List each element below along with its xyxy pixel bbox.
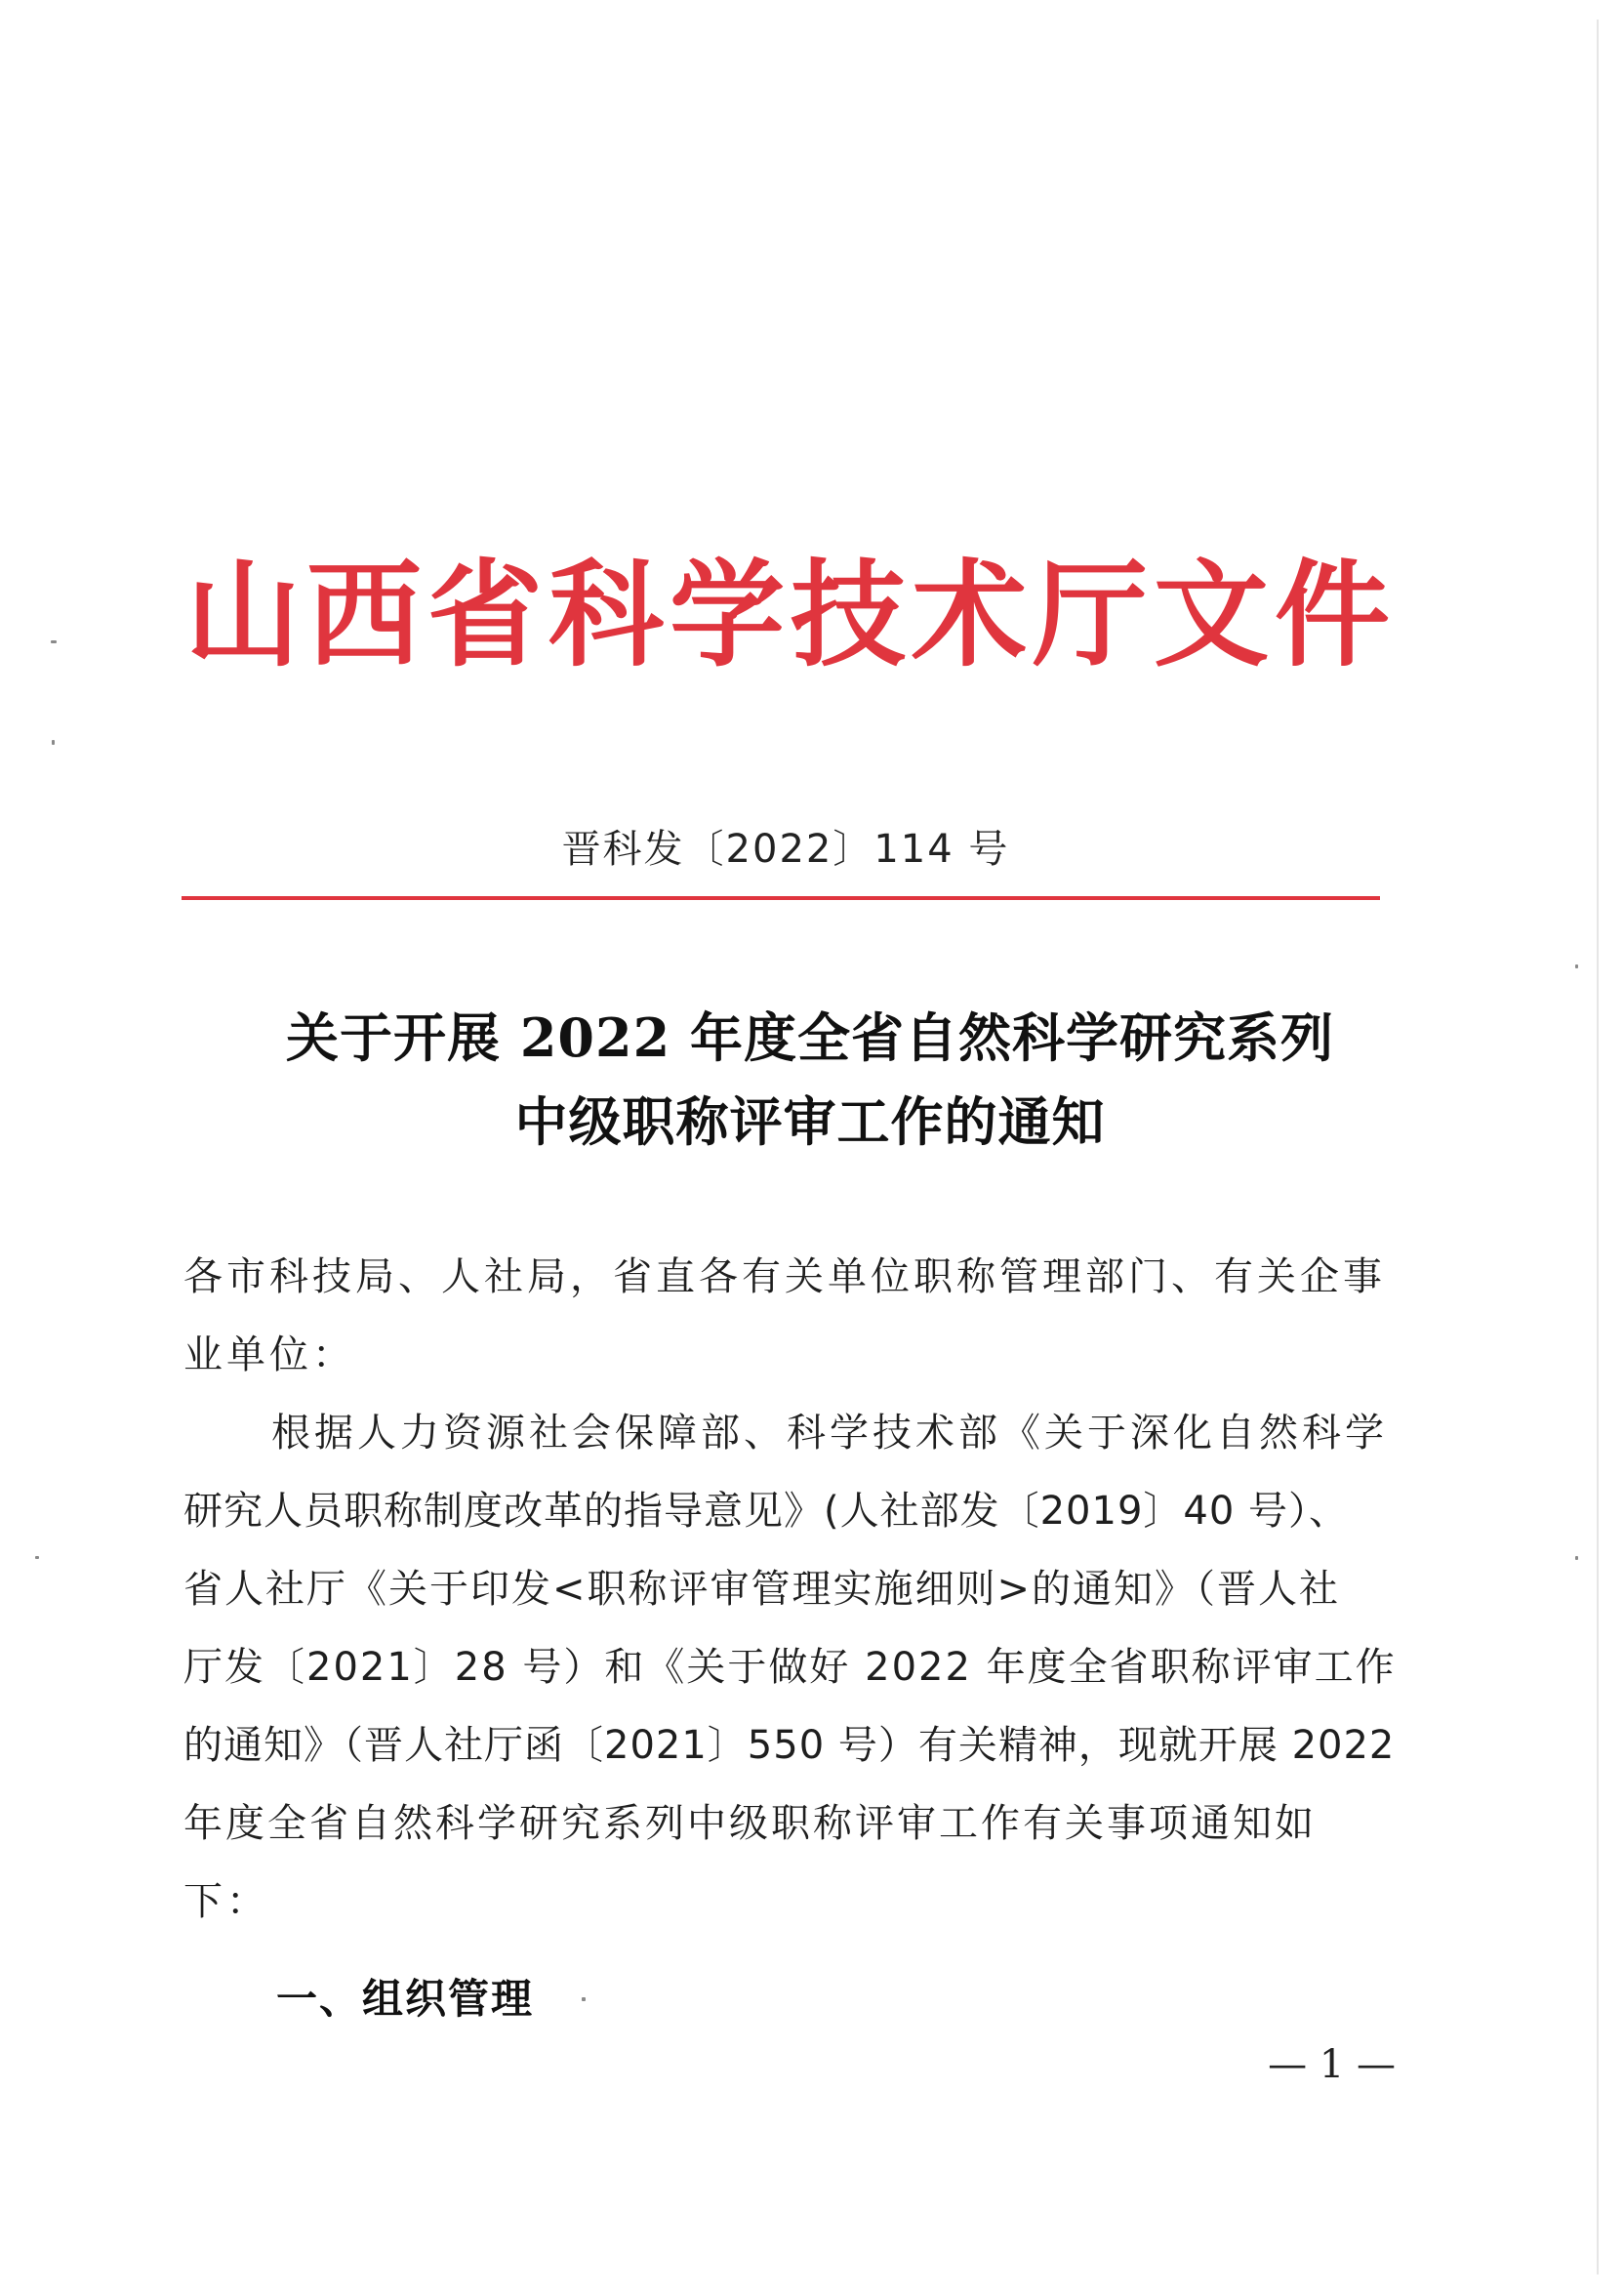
addressee-line-2: 业单位： (183, 1332, 355, 1377)
body-paragraph (183, 1394, 1403, 1941)
notice-title-line-2: 中级职称评审工作的通知 (514, 1090, 1106, 1153)
notice-title-line-1: 关于开展 2022 年度全省自然科学研究系列 (286, 1006, 1334, 1069)
body-text (183, 1238, 1403, 1941)
addressee-paragraph (183, 1238, 1403, 1394)
masthead-title: 山西省科学技术厅文件 (184, 547, 1396, 682)
body-line-5: 的通知》（晋人社厅函〔2021〕550 号）有关精神，现就开展 2022 (183, 1723, 1396, 1768)
notice-title (137, 996, 1483, 1164)
scan-speck (51, 640, 57, 643)
scan-speck (52, 740, 55, 745)
scan-edge-line (1597, 20, 1599, 2275)
scan-speck (582, 1997, 586, 2001)
body-line-3: 省人社厅《关于印发<职称评审管理实施细则>的通知》（晋人社 (183, 1567, 1341, 1612)
body-line-7: 下： (183, 1879, 269, 1924)
body-line-6: 年度全省自然科学研究系列中级职称评审工作有关事项通知如 (183, 1801, 1317, 1846)
scan-speck (1575, 1556, 1578, 1560)
red-divider-rule (182, 896, 1380, 900)
body-line-1: 根据人力资源社会保障部、科学技术部《关于深化自然科学 (271, 1411, 1388, 1456)
body-line-4: 厅发〔2021〕28 号）和《关于做好 2022 年度全省职称评审工作 (183, 1645, 1397, 1690)
section-heading: 一、组织管理 (276, 1975, 535, 2023)
document-number: 晋科发〔2022〕114 号 (561, 827, 1010, 872)
scan-speck (35, 1556, 39, 1559)
body-line-2: 研究人员职称制度改革的指导意见》(人社部发〔2019〕40 号）、 (183, 1489, 1350, 1534)
scan-speck (1575, 964, 1578, 968)
page-number: — 1 — (1268, 2042, 1396, 2087)
addressee-line-1: 各市科技局、人社局，省直各有关单位职称管理部门、有关企事 (183, 1254, 1386, 1299)
